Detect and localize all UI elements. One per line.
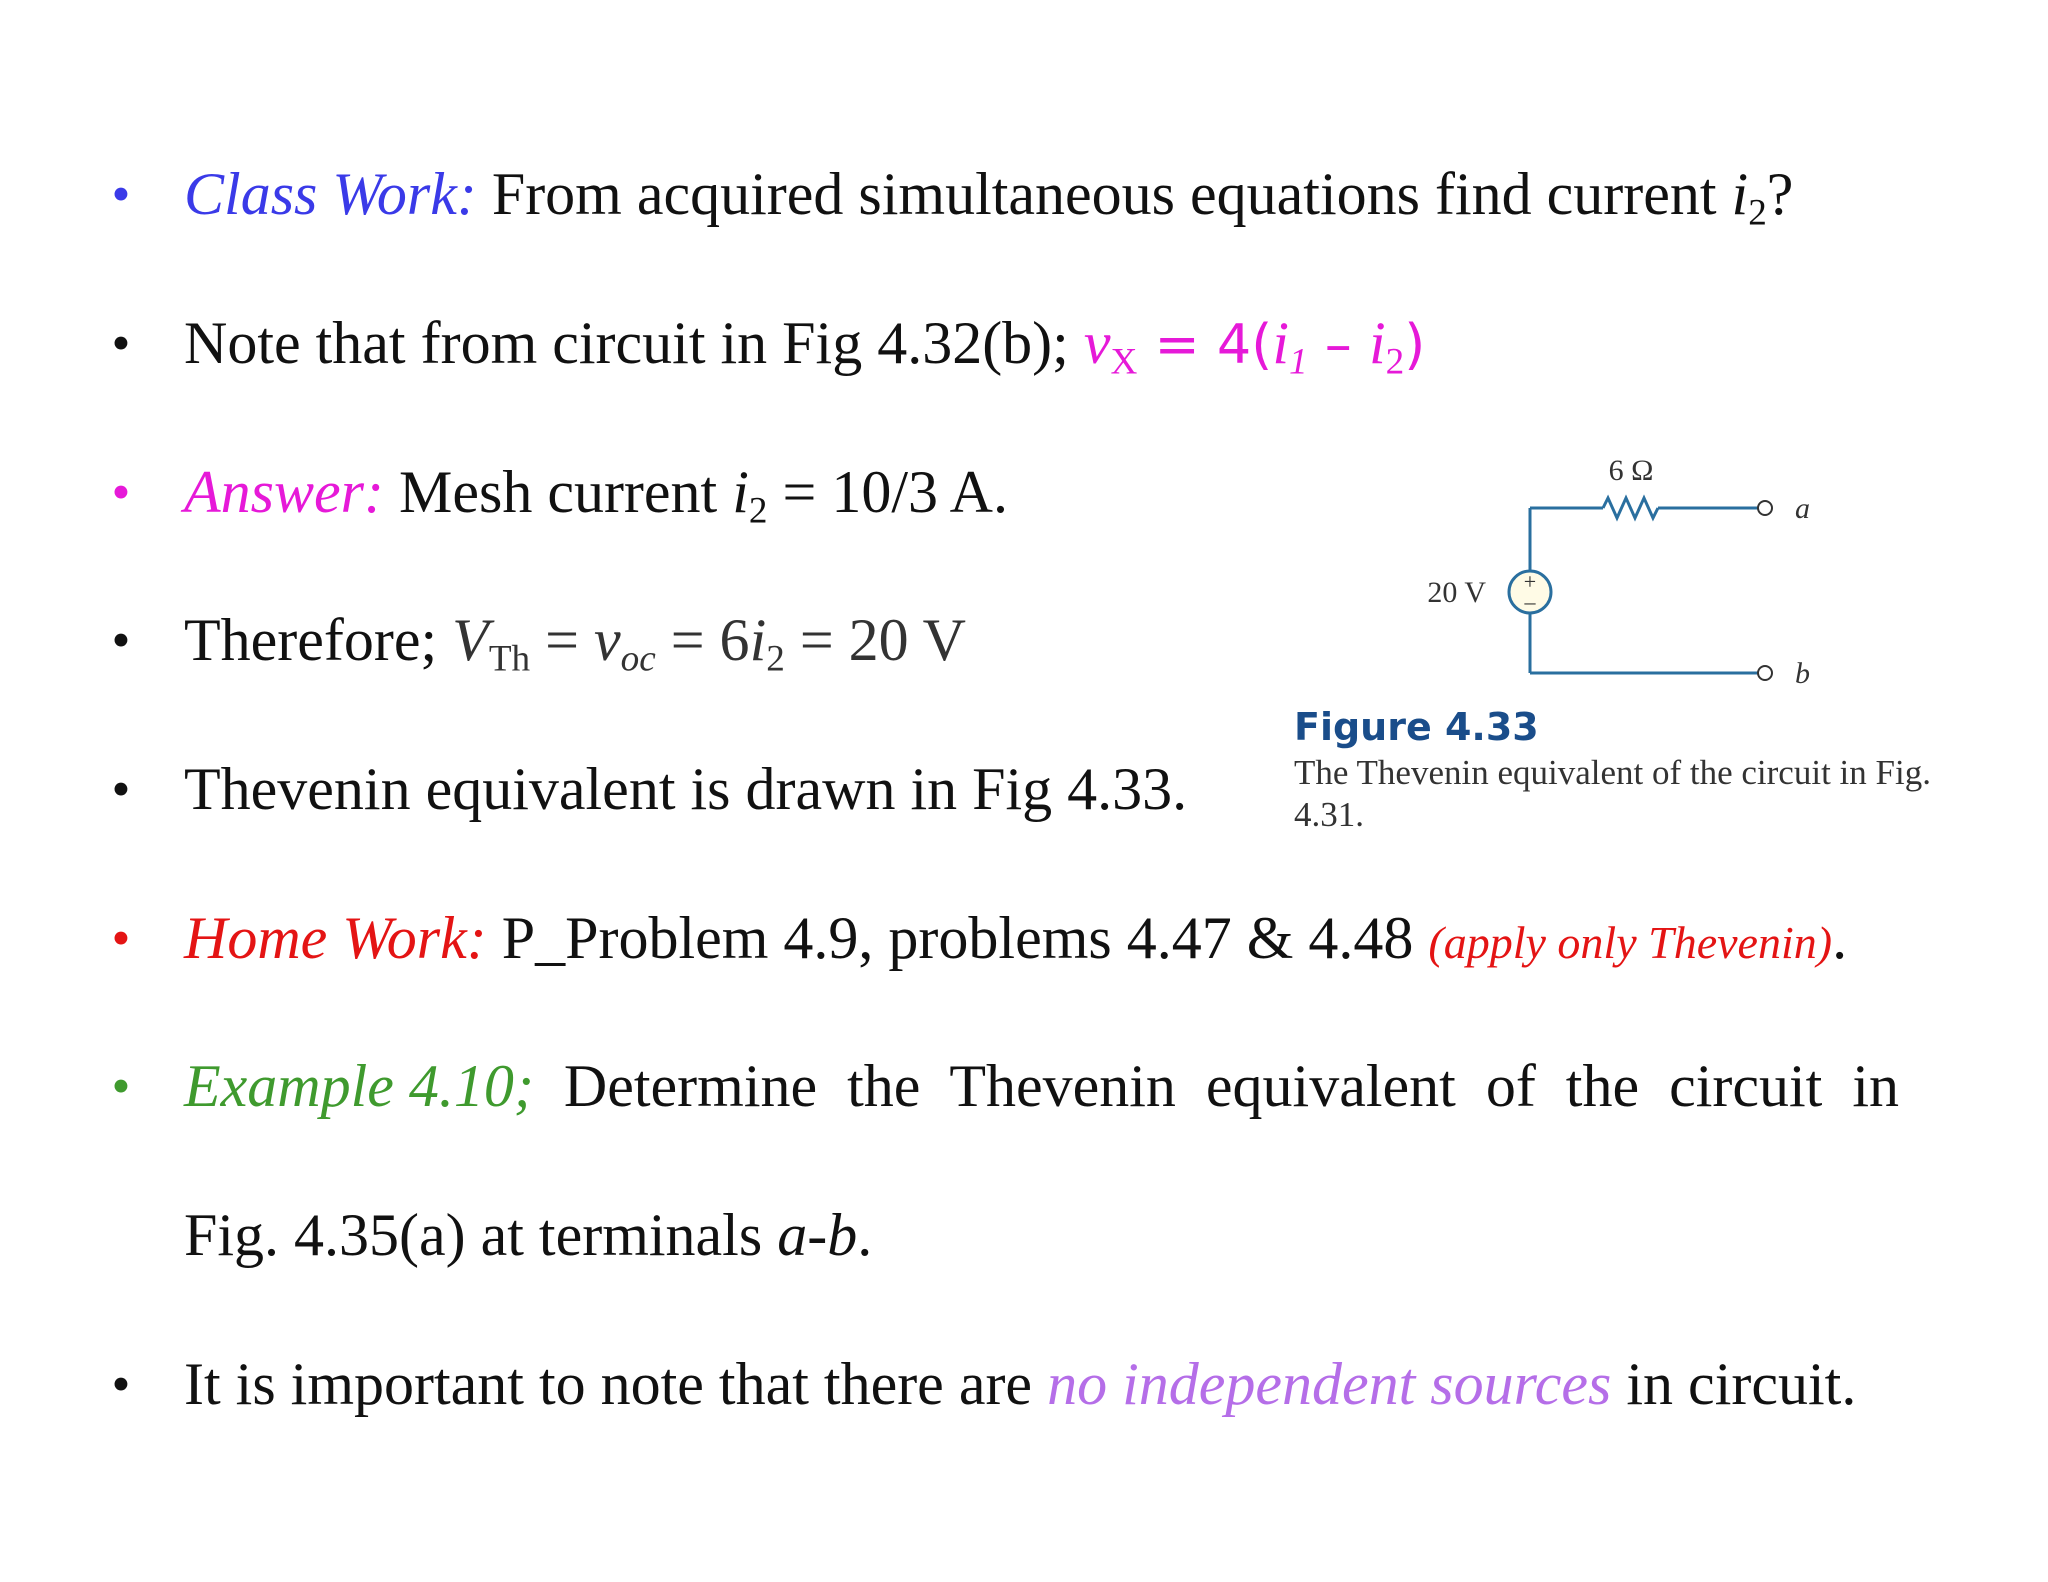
- minus-sign: –: [1524, 589, 1536, 614]
- bullet-text: [184, 1050, 1899, 1122]
- bullet-dot: •: [111, 164, 131, 224]
- sources-highlight: no independent sources: [1047, 1351, 1612, 1417]
- terminal-a-node: [1758, 501, 1772, 515]
- resistor-label: 6 Ω: [1608, 454, 1654, 487]
- eq-i2-sub: 2: [1385, 341, 1405, 383]
- bullet-dot: •: [111, 908, 131, 968]
- eq-end: ): [1404, 313, 1426, 376]
- terminal-b-node: [1758, 666, 1772, 680]
- eq-i-sub: 2: [766, 638, 785, 680]
- eq-v-sub: oc: [620, 638, 656, 680]
- bullet-text: [184, 307, 1425, 381]
- sources-suffix: in circuit.: [1611, 1351, 1857, 1417]
- bullet-text: [184, 1348, 1856, 1420]
- bullet-text: [184, 456, 1009, 532]
- eq-i2: i: [1368, 310, 1386, 376]
- source-label: 20 V: [1427, 576, 1486, 609]
- example-label: Example 4.10;: [184, 1053, 534, 1119]
- eq-V: V: [452, 607, 489, 673]
- var-i: i: [732, 459, 749, 525]
- continuation-text: [184, 1199, 872, 1271]
- home-work-label: Home Work:: [184, 905, 487, 971]
- class-work-text: From acquired simultaneous equations find current: [476, 161, 1732, 227]
- figure-caption: The Thevenin equivalent of the circuit in Fig. 4.31.: [1294, 753, 1931, 834]
- figure-title: Figure 4.33: [1294, 705, 1539, 749]
- home-work-text: P_Problem 4.9, problems 4.47 & 4.48: [486, 905, 1429, 971]
- sources-text: It is important to note that there are: [184, 1351, 1048, 1417]
- plus-sign: +: [1523, 569, 1537, 594]
- bullet-text: [184, 604, 966, 680]
- answer-suffix: = 10/3 A.: [767, 459, 1009, 525]
- home-work-note: (apply only Thevenin): [1428, 917, 1833, 968]
- bullet-dot: •: [111, 462, 131, 522]
- cont-text: Fig. 4.35(a) at terminals: [184, 1202, 778, 1268]
- eq-eq2: = 6: [655, 607, 750, 673]
- bullet-text: [184, 902, 1847, 979]
- terminal-b: b: [827, 1202, 858, 1268]
- class-work-label: Class Work:: [184, 161, 477, 227]
- bullet-dot: •: [111, 610, 131, 670]
- answer-label: Answer:: [184, 459, 384, 525]
- terminal-a: a: [777, 1202, 808, 1268]
- terminal-a-label: a: [1795, 492, 1810, 525]
- bullet-text: [184, 158, 1794, 234]
- eq-i1: i: [1272, 310, 1289, 376]
- cont-end: .: [857, 1202, 873, 1268]
- resistor-symbol: [1603, 498, 1658, 518]
- vx-equation: [1083, 310, 1426, 383]
- home-work-suffix: .: [1832, 905, 1848, 971]
- eq-eq1: =: [530, 607, 594, 673]
- note-text: Note that from circuit in Fig 4.32(b);: [184, 310, 1084, 376]
- eq-i1-sub: 1: [1289, 341, 1308, 383]
- var-i: i: [1731, 161, 1749, 227]
- eq-i: i: [749, 607, 767, 673]
- var-sub: 2: [748, 490, 768, 532]
- eq-mid: = 4(: [1137, 313, 1273, 376]
- terminal-b-label: b: [1795, 657, 1810, 690]
- eq-v: v: [593, 607, 621, 673]
- dash: -: [807, 1202, 828, 1268]
- var-sub: 2: [1748, 192, 1767, 234]
- therefore-text: Therefore;: [184, 607, 453, 673]
- eq-v-sub: X: [1110, 341, 1138, 383]
- vth-equation: [452, 607, 966, 680]
- eq-end: = 20 V: [784, 607, 966, 673]
- answer-text: Mesh current: [383, 459, 733, 525]
- bullet-dot: •: [111, 1056, 131, 1116]
- eq-minus: –: [1307, 313, 1369, 376]
- class-work-suffix: ?: [1766, 161, 1794, 227]
- bullet-dot: •: [111, 759, 131, 819]
- eq-v: v: [1083, 310, 1111, 376]
- eq-V-sub: Th: [488, 638, 531, 680]
- example-text: Determine the Thevenin equivalent of the circuit in: [533, 1053, 1900, 1119]
- bullet-dot: •: [111, 1354, 131, 1414]
- bullet-dot: •: [111, 313, 131, 373]
- bullet-text: Thevenin equivalent is drawn in Fig 4.33.: [184, 756, 1188, 822]
